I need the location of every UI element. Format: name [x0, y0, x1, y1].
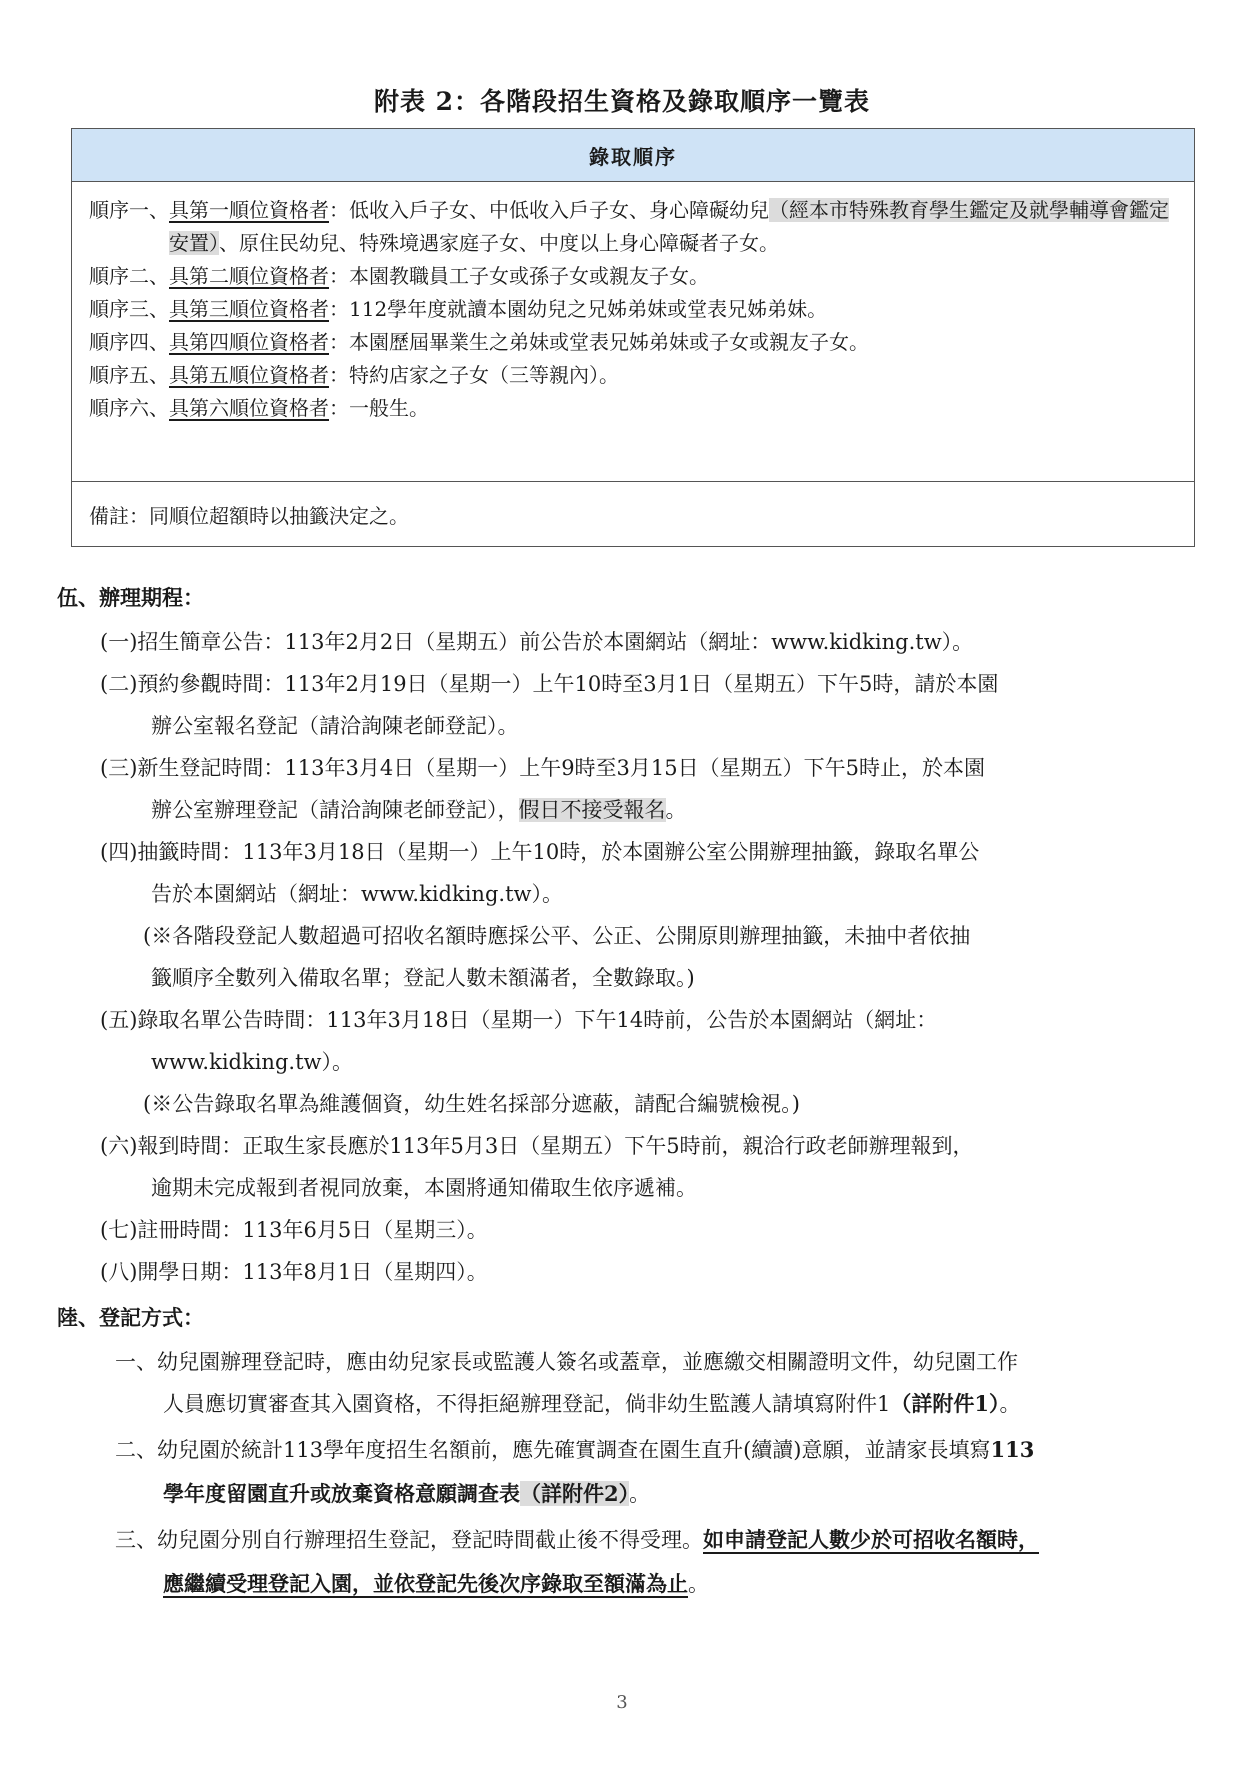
order-label: 具第二順位資格者 — [169, 264, 329, 288]
item-text: 。 — [688, 1572, 709, 1596]
order-row — [89, 326, 1174, 359]
order-row — [89, 293, 1174, 326]
order-row — [89, 260, 1174, 293]
order-prefix: 順序二、 — [89, 264, 169, 288]
order-text — [169, 326, 1174, 359]
item-emphasis: 如申請登記人數少於可招收名額時， — [703, 1527, 1039, 1552]
schedule-line — [151, 789, 687, 831]
order-row — [89, 392, 1174, 425]
order-text — [169, 260, 1174, 293]
page-title: 附表 2：各階段招生資格及錄取順序一覽表 — [373, 87, 871, 116]
schedule-note: 籤順序全數列入備取名單；登記人數未額滿者，全數錄取。) — [151, 966, 695, 990]
order-desc: ：特約店家之子女（三等親內）。 — [329, 363, 619, 387]
order-desc: ：一般生。 — [329, 396, 429, 420]
order-desc: ：本園教職員工子女或孫子女或親友子女。 — [329, 264, 709, 288]
table-note: 備註：同順位超額時以抽籤決定之。 — [89, 503, 409, 528]
order-row — [89, 359, 1174, 392]
order-desc: ：低收入戶子女、中低收入戶子女、身心障礙幼兒 — [329, 198, 769, 222]
order-prefix: 順序三、 — [89, 297, 169, 321]
schedule-text: 辦公室辦理登記（請洽詢陳老師登記）， — [151, 798, 519, 822]
order-prefix: 順序一、 — [89, 198, 169, 222]
order-desc: ：112學年度就讀本園幼兒之兄姊弟妹或堂表兄姊弟妹。 — [329, 297, 828, 321]
schedule-line: (八)開學日期：113年8月1日（星期四）。 — [100, 1260, 488, 1284]
schedule-line: (四)抽籤時間：113年3月18日（星期一）上午10時，於本園辦公室公開辦理抽籤，錄取名單公 — [100, 840, 980, 864]
schedule-line: (二)預約參觀時間：113年2月19日（星期一）上午10時至3月1日（星期五）下午5時，請於本園 — [100, 672, 999, 696]
item-text: 二、幼兒園於統計113學年度招生名額前，應先確實調查在園生直升(續讀)意願，並請家長填寫 — [115, 1438, 991, 1462]
order-desc: ：本園歷屆畢業生之弟妹或堂表兄姊弟妹或子女或親友子女。 — [329, 330, 869, 354]
registration-item — [163, 1563, 709, 1605]
registration-item — [115, 1429, 1034, 1471]
schedule-line: (三)新生登記時間：113年3月4日（星期一）上午9時至3月15日（星期五）下午5時止，於本園 — [100, 756, 985, 780]
survey-form-title: 學年度留園直升或放棄資格意願調查表 — [163, 1481, 520, 1506]
schedule-note: (※公告錄取名單為維護個資，幼生姓名採部分遮蔽，請配合編號檢視。) — [143, 1092, 800, 1116]
schedule-line: (七)註冊時間：113年6月5日（星期三）。 — [100, 1218, 488, 1242]
section-6-heading: 陸、登記方式： — [57, 1305, 204, 1330]
item-text: 。 — [629, 1482, 651, 1506]
schedule-line: (六)報到時間：正取生家長應於113年5月3日（星期五）下午5時前，親洽行政老師辦理報到， — [100, 1134, 974, 1158]
order-text — [169, 359, 1174, 392]
order-label: 具第六順位資格者 — [169, 396, 329, 420]
table-header: 錄取順序 — [72, 129, 1194, 182]
schedule-line: 告於本園網站（網址：www.kidking.tw）。 — [151, 882, 563, 906]
registration-item: 一、幼兒園辦理登記時，應由幼兒家長或監護人簽名或蓋章，並應繳交相關證明文件，幼兒園工作 — [115, 1350, 1018, 1374]
item-text: 三、幼兒園分別自行辦理招生登記，登記時間截止後不得受理。 — [115, 1528, 703, 1552]
order-desc: 、原住民幼兒、特殊境遇家庭子女、中度以上身心障礙者子女。 — [219, 231, 779, 255]
item-bold: 113 — [990, 1437, 1035, 1462]
schedule-line: 逾期未完成報到者視同放棄，本園將通知備取生依序遞補。 — [151, 1176, 697, 1200]
table-body — [72, 182, 1194, 482]
item-emphasis: 應繼續受理登記入園，並依登記先後次序錄取至額滿為止 — [163, 1571, 688, 1596]
schedule-line: (五)錄取名單公告時間：113年3月18日（星期一）下午14時前，公告於本園網站（網址： — [100, 1008, 938, 1032]
schedule-note: (※各階段登記人數超過可招收名額時應採公平、公正、公開原則辦理抽籤，未抽中者依抽 — [143, 924, 971, 948]
schedule-line: (一)招生簡章公告：113年2月2日（星期五）前公告於本園網站（網址：www.kidking.tw）。 — [100, 630, 974, 654]
registration-item — [163, 1383, 1020, 1425]
order-text — [169, 293, 1174, 326]
registration-item — [115, 1519, 1039, 1561]
order-prefix: 順序六、 — [89, 396, 169, 420]
schedule-line: www.kidking.tw）。 — [151, 1050, 353, 1074]
page-number: 3 — [616, 1692, 628, 1713]
order-text — [169, 392, 1174, 425]
schedule-text: 。 — [665, 798, 687, 822]
order-highlight: （經本市特殊教育學生鑑定及就學輔導會鑑定安置） — [169, 198, 1169, 255]
order-prefix: 順序四、 — [89, 330, 169, 354]
section-5-heading: 伍、辦理期程： — [57, 585, 204, 610]
order-label: 具第三順位資格者 — [169, 297, 329, 321]
attachment-ref: （詳附件1） — [890, 1391, 1000, 1416]
schedule-line: 辦公室報名登記（請洽詢陳老師登記）。 — [151, 714, 519, 738]
holiday-notice: 假日不接受報名 — [518, 798, 666, 822]
order-label: 具第五順位資格者 — [169, 363, 329, 387]
item-text: 。 — [999, 1392, 1021, 1416]
order-label: 具第一順位資格者 — [169, 198, 329, 222]
order-label: 具第四順位資格者 — [169, 330, 329, 354]
order-prefix: 順序五、 — [89, 363, 169, 387]
admission-order-table — [71, 128, 1195, 547]
item-text: 人員應切實審查其入園資格，不得拒絕辦理登記，倘非幼生監護人請填寫附件1 — [163, 1392, 891, 1416]
order-row — [89, 194, 1174, 260]
order-text — [169, 194, 1174, 260]
attachment-ref: （詳附件2） — [520, 1481, 630, 1506]
registration-item — [163, 1473, 650, 1515]
